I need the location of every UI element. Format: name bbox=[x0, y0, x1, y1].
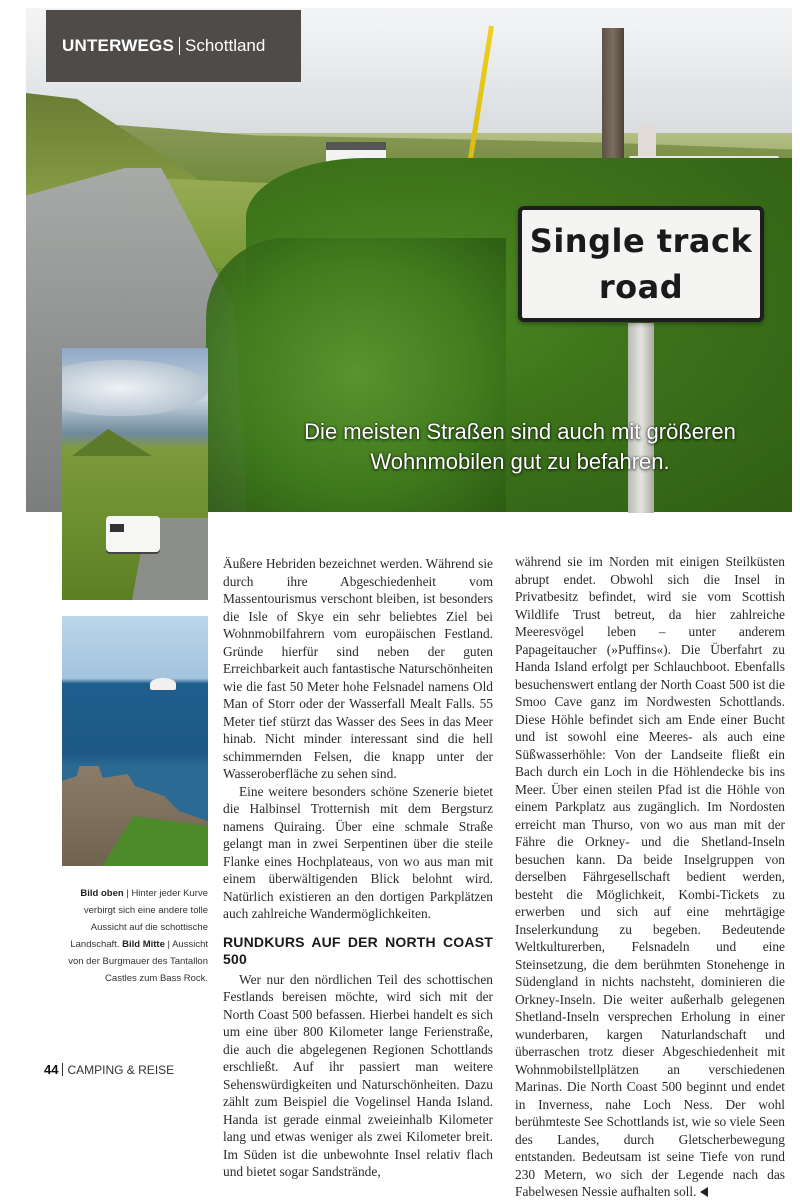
footer-divider bbox=[62, 1063, 63, 1076]
subheading: RUNDKURS AUF DER NORTH COAST 500 bbox=[223, 933, 493, 967]
hero-telegraph-pole bbox=[602, 28, 624, 178]
caption-label-middle: Bild Mitte bbox=[122, 939, 165, 950]
paragraph: Wer nur den nördlichen Teil des schottischen Festlands bereisen möchte, wird sich mit der North Coast 500 befassen. Hierbei handelt es sich um eine über 800 Kilometer lange Ferienstraße, die auch die abgelegenen Regionen Schottlands erschließt. Auf ihr passiert man weitere Sehenswürdigkeiten und Naturschönheiten. Dazu zählt zum Beispiel die Vogelinsel Handa Island. Handa ist gerade einmal zweieinhalb Kilometer lang und etwas weniger als zwei Kilometer breit. Im Süden ist die unbewohnte Insel relativ flach und bietet sogar Sandstrände, bbox=[223, 971, 493, 1179]
photo1-cloud bbox=[62, 360, 208, 416]
end-mark-icon bbox=[700, 1187, 708, 1197]
paragraph: während sie im Norden mit einigen Steilküsten abrupt endet. Obwohl sich die Insel in Privatbesitz befindet, wird sie vom Scottish Wildlife Trust betreut, da hier zahlreiche Meeresvögel leben – unter anderem Papageitaucher (»Puffins«). Die Überfahrt zu Handa Island erfolgt per Schlauchboot. Ebenfalls besuchenswert entlang der North Coast 500 ist die Smoo Cave ganz im Nordwesten Schottlands. Diese Höhle befindet sich am Ende einer Bucht und ist sowohl eine Meeres- als auch eine Süßwasserhöhle: Von der Landseite fließt ein Bach durch ein Loch in die Höhlendecke bis ins Meer. Über einen steilen Pfad ist die Höhle von einem Parkplatz aus zugänglich. Im Nordosten erreicht man Thurso, von wo aus man mit der Fähre die Orkney- und die Shetland-Inseln besuchen kann. Da beide Inselgruppen von derselben Fährgesellschaft bedient werden, besteht die Möglichkeit, Kombi-Tickets zu erwerben und sich auf eine mehrtägige Inselerkundung zu begeben. Bedeutende Weltkulturerben, Felsnadeln und eine Steinsetzung, die dem berühmten Stonehenge in Südengland in nichts nachsteht, dominieren die Orkney-Inseln. Die weiter außerhalb gelegenen Shetland-Inseln versprechen Erholung in einer wunderbaren, kargen Naturlandschaft und überraschen trotz dieser Abgeschiedenheit mit Wohnmobilstellplätzen an verschiedenen Marinas. Die North Coast 500 beginnt und endet in Inverness, nahe Loch Ness. Der wohl berühmteste See Schottlands ist, wie so viele Seen des Landes, durch Gletscherbewegung entstanden. Bedeutsam ist seine Tiefe von rund 230 Metern, wo sich der Legende nach das Fabelwesen Nessie aufhalten soll. bbox=[515, 554, 785, 1199]
photo-motorhome-road bbox=[62, 348, 208, 600]
paragraph: Eine weitere besonders schöne Szenerie bietet die Halbinsel Trotternish mit dem Bergsturz namens Quiraing. Über eine schmale Straße gelangt man in zwei Serpentinen über die steile Flanke eines Hochplateaus, von wo aus man mit einem überwältigenden Blick belohnt wird. Natürlich existieren an den dortigen Parkplätzen auch zahlreiche Wandermöglichkeiten. bbox=[223, 783, 493, 921]
section-tag bbox=[46, 10, 301, 82]
magazine-name: CAMPING & REISE bbox=[67, 1062, 175, 1077]
text-column-1 bbox=[223, 555, 493, 1181]
sign-line-1: Single track bbox=[529, 222, 753, 260]
section-label: UNTERWEGS bbox=[62, 36, 174, 55]
photo-caption: Bild oben | Hinter jeder Kurve verbirgt sich eine andere tolle Aussicht auf die schottische Landschaft. Bild Mitte | Aussicht von der Burgmauer des Tantallon Castles zum Bass Rock. bbox=[68, 888, 208, 984]
hero-caption bbox=[290, 417, 750, 477]
text-column-2 bbox=[515, 553, 785, 1201]
page-number: 44 bbox=[44, 1062, 59, 1077]
caption-text-middle: Aussicht von der Burgmauer des Tantallon Castles zum Bass Rock. bbox=[68, 939, 208, 984]
page-footer bbox=[44, 1062, 174, 1077]
photo-castle-bass-rock bbox=[62, 616, 208, 866]
hero-caption-line-1: Die meisten Straßen sind auch mit größeren bbox=[304, 419, 736, 444]
paragraph-with-endmark bbox=[515, 553, 785, 1201]
photo1-hill bbox=[72, 426, 152, 456]
hero-caption-line-2: Wohnmobilen gut zu befahren. bbox=[370, 449, 670, 474]
photo1-motorhome bbox=[106, 516, 160, 552]
paragraph: Äußere Hebriden bezeichnet werden. Während sie durch ihre Abgeschiedenheit vom Massentourismus verschont bleiben, ist besonders die Isle of Skye ein sehr beliebtes Ziel bei Wohnmobilfahrern vom europäischen Festland. Gründe hierfür sind neben der guten Erreichbarkeit auch fantastische Naturschönheiten wie die fast 50 Meter hohe Felsnadel namens Old Man of Storr oder der Wasserfall Mealt Falls. 55 Meter tief stürzt das Wasser des Sees in das Meer hinab. Nicht minder interessant sind die hell schimmernden Felsen, die knapp unter der Wasseroberfläche zu sehen sind. bbox=[223, 556, 493, 781]
photo2-bass-rock bbox=[150, 678, 176, 690]
single-track-road-sign bbox=[518, 206, 764, 322]
section-divider bbox=[179, 37, 180, 55]
hero-chimney bbox=[638, 126, 656, 158]
caption-text-top: Hinter jeder Kurve verbirgt sich eine andere tolle Aussicht auf die schottische Landschaft. bbox=[70, 888, 208, 950]
region-label: Schottland bbox=[185, 36, 266, 55]
caption-label-top: Bild oben bbox=[80, 888, 124, 899]
sign-line-2: road bbox=[598, 268, 684, 306]
